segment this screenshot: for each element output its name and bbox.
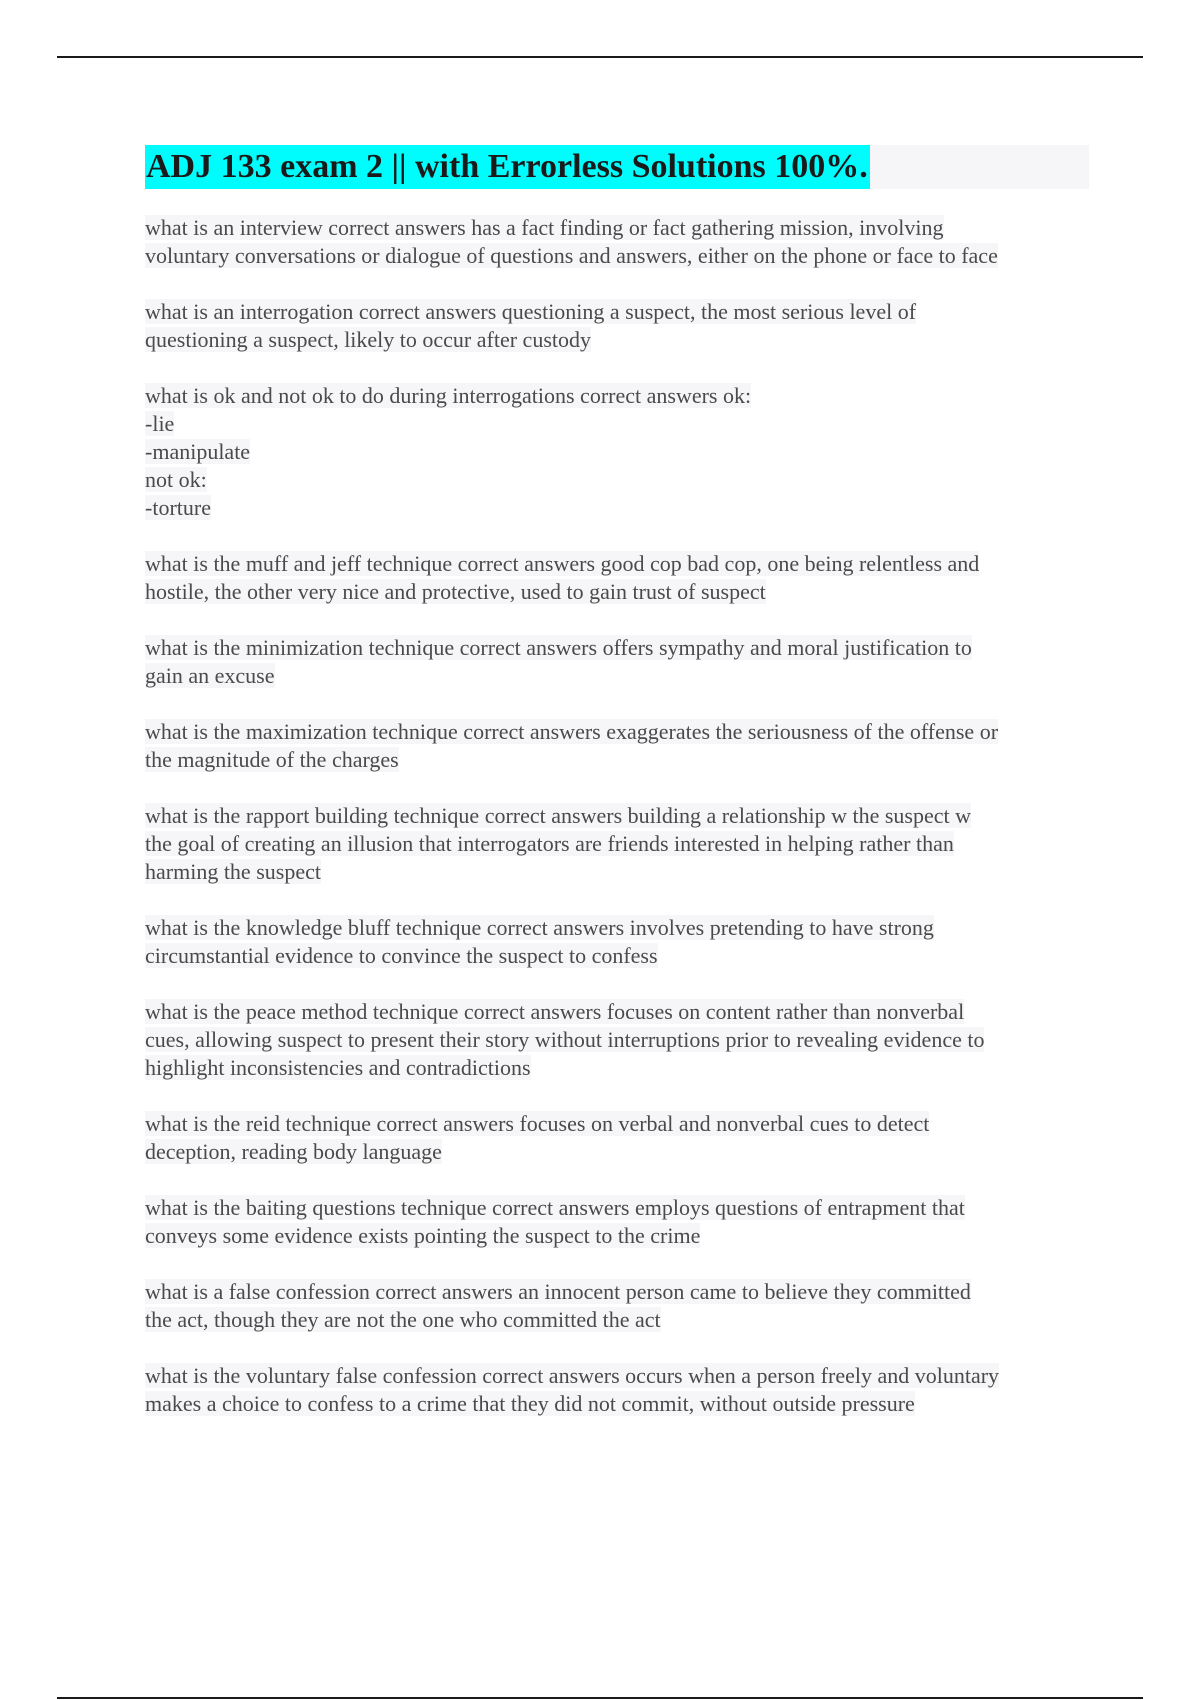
page-top-rule (57, 56, 1143, 58)
qa-entry (145, 214, 1089, 270)
qa-text-line: what is ok and not ok to do during interrogations correct answers ok: (145, 383, 752, 408)
qa-entry (145, 1362, 1089, 1418)
qa-text-line: what is the baiting questions technique correct answers employs questions of entrapment that (145, 1195, 965, 1220)
qa-text-line: gain an excuse (145, 663, 275, 688)
qa-text-line: what is an interview correct answers has a fact finding or fact gathering mission, involving (145, 215, 944, 240)
qa-text-line: what is an interrogation correct answers questioning a suspect, the most serious level of (145, 299, 917, 324)
qa-text-line: cues, allowing suspect to present their story without interruptions prior to revealing evidence to (145, 1027, 985, 1052)
qa-text-line: not ok: (145, 467, 207, 492)
qa-text-line: circumstantial evidence to convince the suspect to confess (145, 943, 658, 968)
qa-entry (145, 1110, 1089, 1166)
qa-text-line: the goal of creating an illusion that interrogators are friends interested in helping rather than (145, 831, 954, 856)
qa-text-line: -manipulate (145, 439, 251, 464)
qa-text-line: makes a choice to confess to a crime that they did not commit, without outside pressure (145, 1391, 915, 1416)
document-body (145, 145, 1089, 1446)
qa-entry (145, 802, 1089, 886)
title-row (145, 145, 1089, 189)
qa-entry (145, 550, 1089, 606)
qa-text-line: -lie (145, 411, 175, 436)
qa-entry (145, 1278, 1089, 1334)
qa-text-line: the magnitude of the charges (145, 747, 399, 772)
qa-text-line: what is the voluntary false confession correct answers occurs when a person freely and voluntary (145, 1363, 1000, 1388)
qa-entry (145, 298, 1089, 354)
qa-entry (145, 634, 1089, 690)
qa-entry (145, 914, 1089, 970)
qa-text-line: what is the knowledge bluff technique correct answers involves pretending to have strong (145, 915, 934, 940)
qa-text-line: the act, though they are not the one who committed the act (145, 1307, 661, 1332)
qa-text-line: what is the maximization technique correct answers exaggerates the seriousness of the offense or (145, 719, 999, 744)
qa-entry (145, 998, 1089, 1082)
qa-text-line: what is the muff and jeff technique correct answers good cop bad cop, one being relentless and (145, 551, 980, 576)
qa-text-line: what is the minimization technique correct answers offers sympathy and moral justification to (145, 635, 972, 660)
qa-text-line: highlight inconsistencies and contradictions (145, 1055, 531, 1080)
document-title: ADJ 133 exam 2 || with Errorless Solutions 100%. (145, 145, 870, 189)
qa-text-line: hostile, the other very nice and protective, used to gain trust of suspect (145, 579, 766, 604)
qa-text-line: what is the reid technique correct answers focuses on verbal and nonverbal cues to detect (145, 1111, 930, 1136)
qa-text-line: deception, reading body language (145, 1139, 442, 1164)
qa-text-line: conveys some evidence exists pointing the suspect to the crime (145, 1223, 701, 1248)
qa-entry (145, 1194, 1089, 1250)
qa-entry (145, 718, 1089, 774)
qa-text-line: harming the suspect (145, 859, 321, 884)
qa-text-line: voluntary conversations or dialogue of questions and answers, either on the phone or face to face (145, 243, 998, 268)
qa-text-line: what is a false confession correct answers an innocent person came to believe they committed (145, 1279, 971, 1304)
qa-text-line: what is the rapport building technique correct answers building a relationship w the suspect w (145, 803, 972, 828)
page-bottom-rule (57, 1697, 1143, 1699)
qa-text-line: questioning a suspect, likely to occur after custody (145, 327, 591, 352)
qa-text-line: -torture (145, 495, 211, 520)
qa-entry (145, 382, 1089, 522)
qa-text-line: what is the peace method technique correct answers focuses on content rather than nonverbal (145, 999, 965, 1024)
